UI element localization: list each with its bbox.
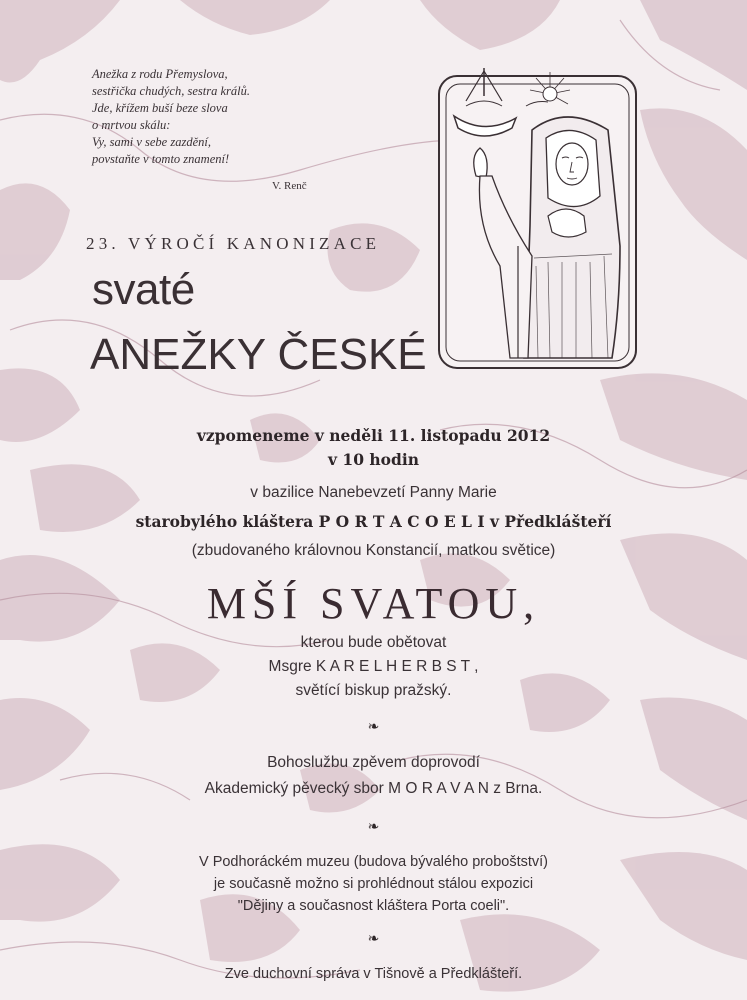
saint-agnes-illustration	[436, 66, 640, 372]
poem-line: Vy, sami v sebe zazdění,	[92, 135, 211, 149]
heading-anezky-ceske: ANEŽKY ČESKÉ	[90, 330, 427, 379]
event-date: vzpomeneme v neděli 11. listopadu 2012	[196, 426, 551, 445]
poem-line: Anežka z rodu Přemyslova,	[92, 67, 228, 81]
mass-line-offered: kterou bude obětovat	[300, 634, 447, 651]
fleuron-icon: ❧	[367, 818, 380, 834]
poem-line: Jde, křížem buší beze slova	[92, 101, 228, 115]
event-place-basilica: v bazilice Nanebevzetí Panny Marie	[250, 484, 497, 501]
mass-celebrant-title: světící biskup pražský.	[295, 682, 452, 699]
museum-exhibit-title: "Dějiny a současnost kláštera Porta coeli".	[237, 898, 510, 914]
poem-author: V. Renč	[272, 180, 307, 192]
event-place-note: (zbudovaného královnou Konstancií, matkou světice)	[191, 542, 556, 559]
museum-exhibit-line: je současně možno si prohlédnout stálou expozici	[213, 876, 534, 892]
choir-line: Akademický pěvecký sbor M O R A V A N z Brna.	[204, 780, 543, 797]
mass-title: MŠÍ SVATOU,	[206, 579, 541, 628]
poem-line: sestřička chudých, sestra králů.	[92, 84, 250, 98]
anniversary-line: 23. VÝROČÍ KANONIZACE	[86, 234, 381, 253]
music-line: Bohoslužbu zpěvem doprovodí	[267, 754, 480, 771]
heading-svate: svaté	[92, 265, 195, 314]
footer-invitation: Zve duchovní správa v Tišnově a Předklášteří.	[224, 966, 523, 982]
poem-line: povstaňte v tomto znamení!	[92, 152, 230, 166]
poem	[92, 66, 352, 168]
museum-line: V Podhoráckém muzeu (budova bývalého proboštství)	[199, 854, 548, 870]
poem-line: o mrtvou skálu:	[92, 118, 171, 132]
mass-celebrant: Msgre K A R E L H E R B S T ,	[268, 658, 479, 675]
fleuron-icon: ❧	[367, 930, 380, 946]
fleuron-icon: ❧	[367, 718, 380, 734]
event-time: v 10 hodin	[328, 450, 419, 469]
event-place-monastery: starobylého kláštera P O R T A C O E L I v Předklášteří	[135, 512, 612, 531]
